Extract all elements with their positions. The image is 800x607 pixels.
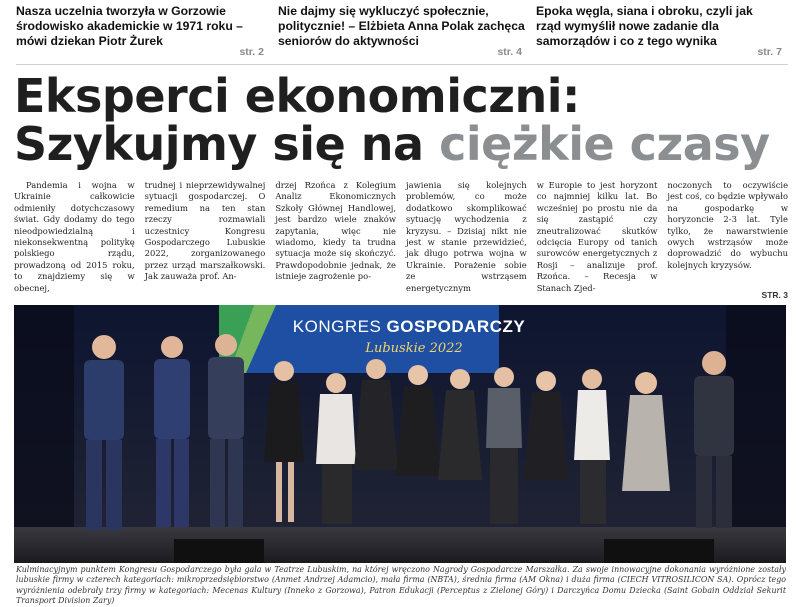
teaser-2-text: Nie dajmy się wykluczyć społecznie, politycznie! – Elżbieta Anna Polak zachęca seniorów do aktywności: [278, 4, 525, 48]
article-paragraph: drzej Rzońca z Kolegium Analiz Ekonomicznych Szkoły Głównej Handlowej, jest bardzo wiele znaków zapytania, więc nie wiadomo, kiedy ta trudna sytuacja może się skończyć. Prawdopodobnie jednak, że istnieje zagrożenie po-: [275, 180, 397, 282]
continued-page-ref[interactable]: STR. 3: [761, 290, 788, 300]
article-paragraph: w Europie to jest horyzont co najmniej kilku lat. Bo wcześniej po prostu nie da się zastąpić czy zneutralizować skutków odcięcia Europy od tanich surowców energetycznych z Rosji – analizuje prof. Rzońca. – Recesja w Stanach Zjed-: [536, 180, 658, 293]
article-column-5: [537, 180, 658, 292]
article-paragraph: jawienia się kolejnych problemów, co może dodatkowo skomplikować sytuację wychodzenia z kryzysu. – Dzisiaj nikt nie jest w stanie przewidzieć, jak długo potrwa wojna w Ukrainie. Porażenie sobie ze wstrząsem energetycznym: [406, 180, 527, 293]
banner-title-bold: GOSPODARCZY: [386, 317, 526, 336]
article-column-6: [667, 180, 788, 292]
article-photo: [14, 305, 786, 563]
teaser-1-text: Nasza uczelnia tworzyła w Gorzowie środowisko akademickie w 1971 roku – mówi dziekan Piotr Żurek: [16, 4, 243, 48]
banner-title-light: KONGRES: [292, 317, 387, 336]
photo-caption: Kulminacyjnym punktem Kongresu Gospodarczego była gala w Teatrze Lubuskim, na której wręczono Nagrody Gospodarcze Marszałka. Za swoje innowacyjne dokonania wyróżnione zostały lubuskie firmy w czterech kategoriach: mikroprzedsiębiorstwo (Anmet Andrzej Adamcio), mała firma (NBTA), średnia firma (AM Okna) i duża firma (CIECH VITROSILICON SA). Oprócz tego wyróżnienia odebrały trzy firmy w kategoriach: Mecenas Kultury (Inneko z Gorzowa), Patron Edukacji (Perceptus z Zielonej Góry) i Darczyńca Domu Dziecka (Saint Gobain Oddział Sekurit Transport Division Zary): [16, 565, 786, 606]
headline-line-1: Eksperci ekonomiczni:: [14, 69, 580, 123]
teaser-1[interactable]: [16, 4, 278, 62]
teaser-2[interactable]: [278, 4, 536, 62]
banner-subtitle: Lubuskie 2022: [365, 341, 463, 356]
article-column-3: [275, 180, 396, 292]
teaser-3-text: Epoka węgla, siana i obroku, czyli jak rząd wymyślił nowe zadanie dla samorządów i co z tego wynika: [536, 4, 753, 48]
banner-title: [284, 317, 534, 337]
teaser-1-page: str. 2: [239, 46, 264, 58]
teaser-3-page: str. 7: [757, 46, 782, 58]
article-paragraph: Pandemia i wojna w Ukrainie całkowicie odmieniły dotychczasowy świat. Gdy dodamy do tego nieodpowiedzialną i niekonsekwentną politykę polskiego rządu, prowadzoną od 2015 roku, to znajdziemy się w obecnej,: [14, 180, 135, 293]
headline-line-2-plain: Szykujmy się na: [14, 117, 440, 171]
headline: [14, 69, 794, 171]
teaser-strip: [16, 4, 788, 62]
stage-monitor-right: [604, 539, 714, 563]
teaser-2-page: str. 4: [497, 46, 522, 58]
article-paragraph: noczonych to oczywiście jest coś, co będzie wpływało na gospodarkę w horyzoncie 2-3 lat. Tyle tylko, że nawarstwienie owych wstrząsów może doprowadzić do wybuchu kolejnych kryzysów.: [667, 180, 789, 270]
teaser-3[interactable]: [536, 4, 788, 62]
divider: [16, 64, 788, 65]
article-column-2: [145, 180, 266, 292]
article-column-1: [14, 180, 135, 292]
article-paragraph: trudnej i nieprzewidywalnej sytuacji gospodarczej. O remedium na ten stan rzeczy rozmawiali uczestnicy Kongresu Gospodarczego Lubuskie 2022, zorganizowanego przez urząd marszałkowski. Jak zauważa prof. An-: [144, 180, 266, 282]
article-column-4: [406, 180, 527, 292]
article-body: [14, 180, 789, 300]
headline-line-2-accent: ciężkie czasy: [439, 117, 770, 171]
stage-monitor-left: [174, 539, 264, 563]
